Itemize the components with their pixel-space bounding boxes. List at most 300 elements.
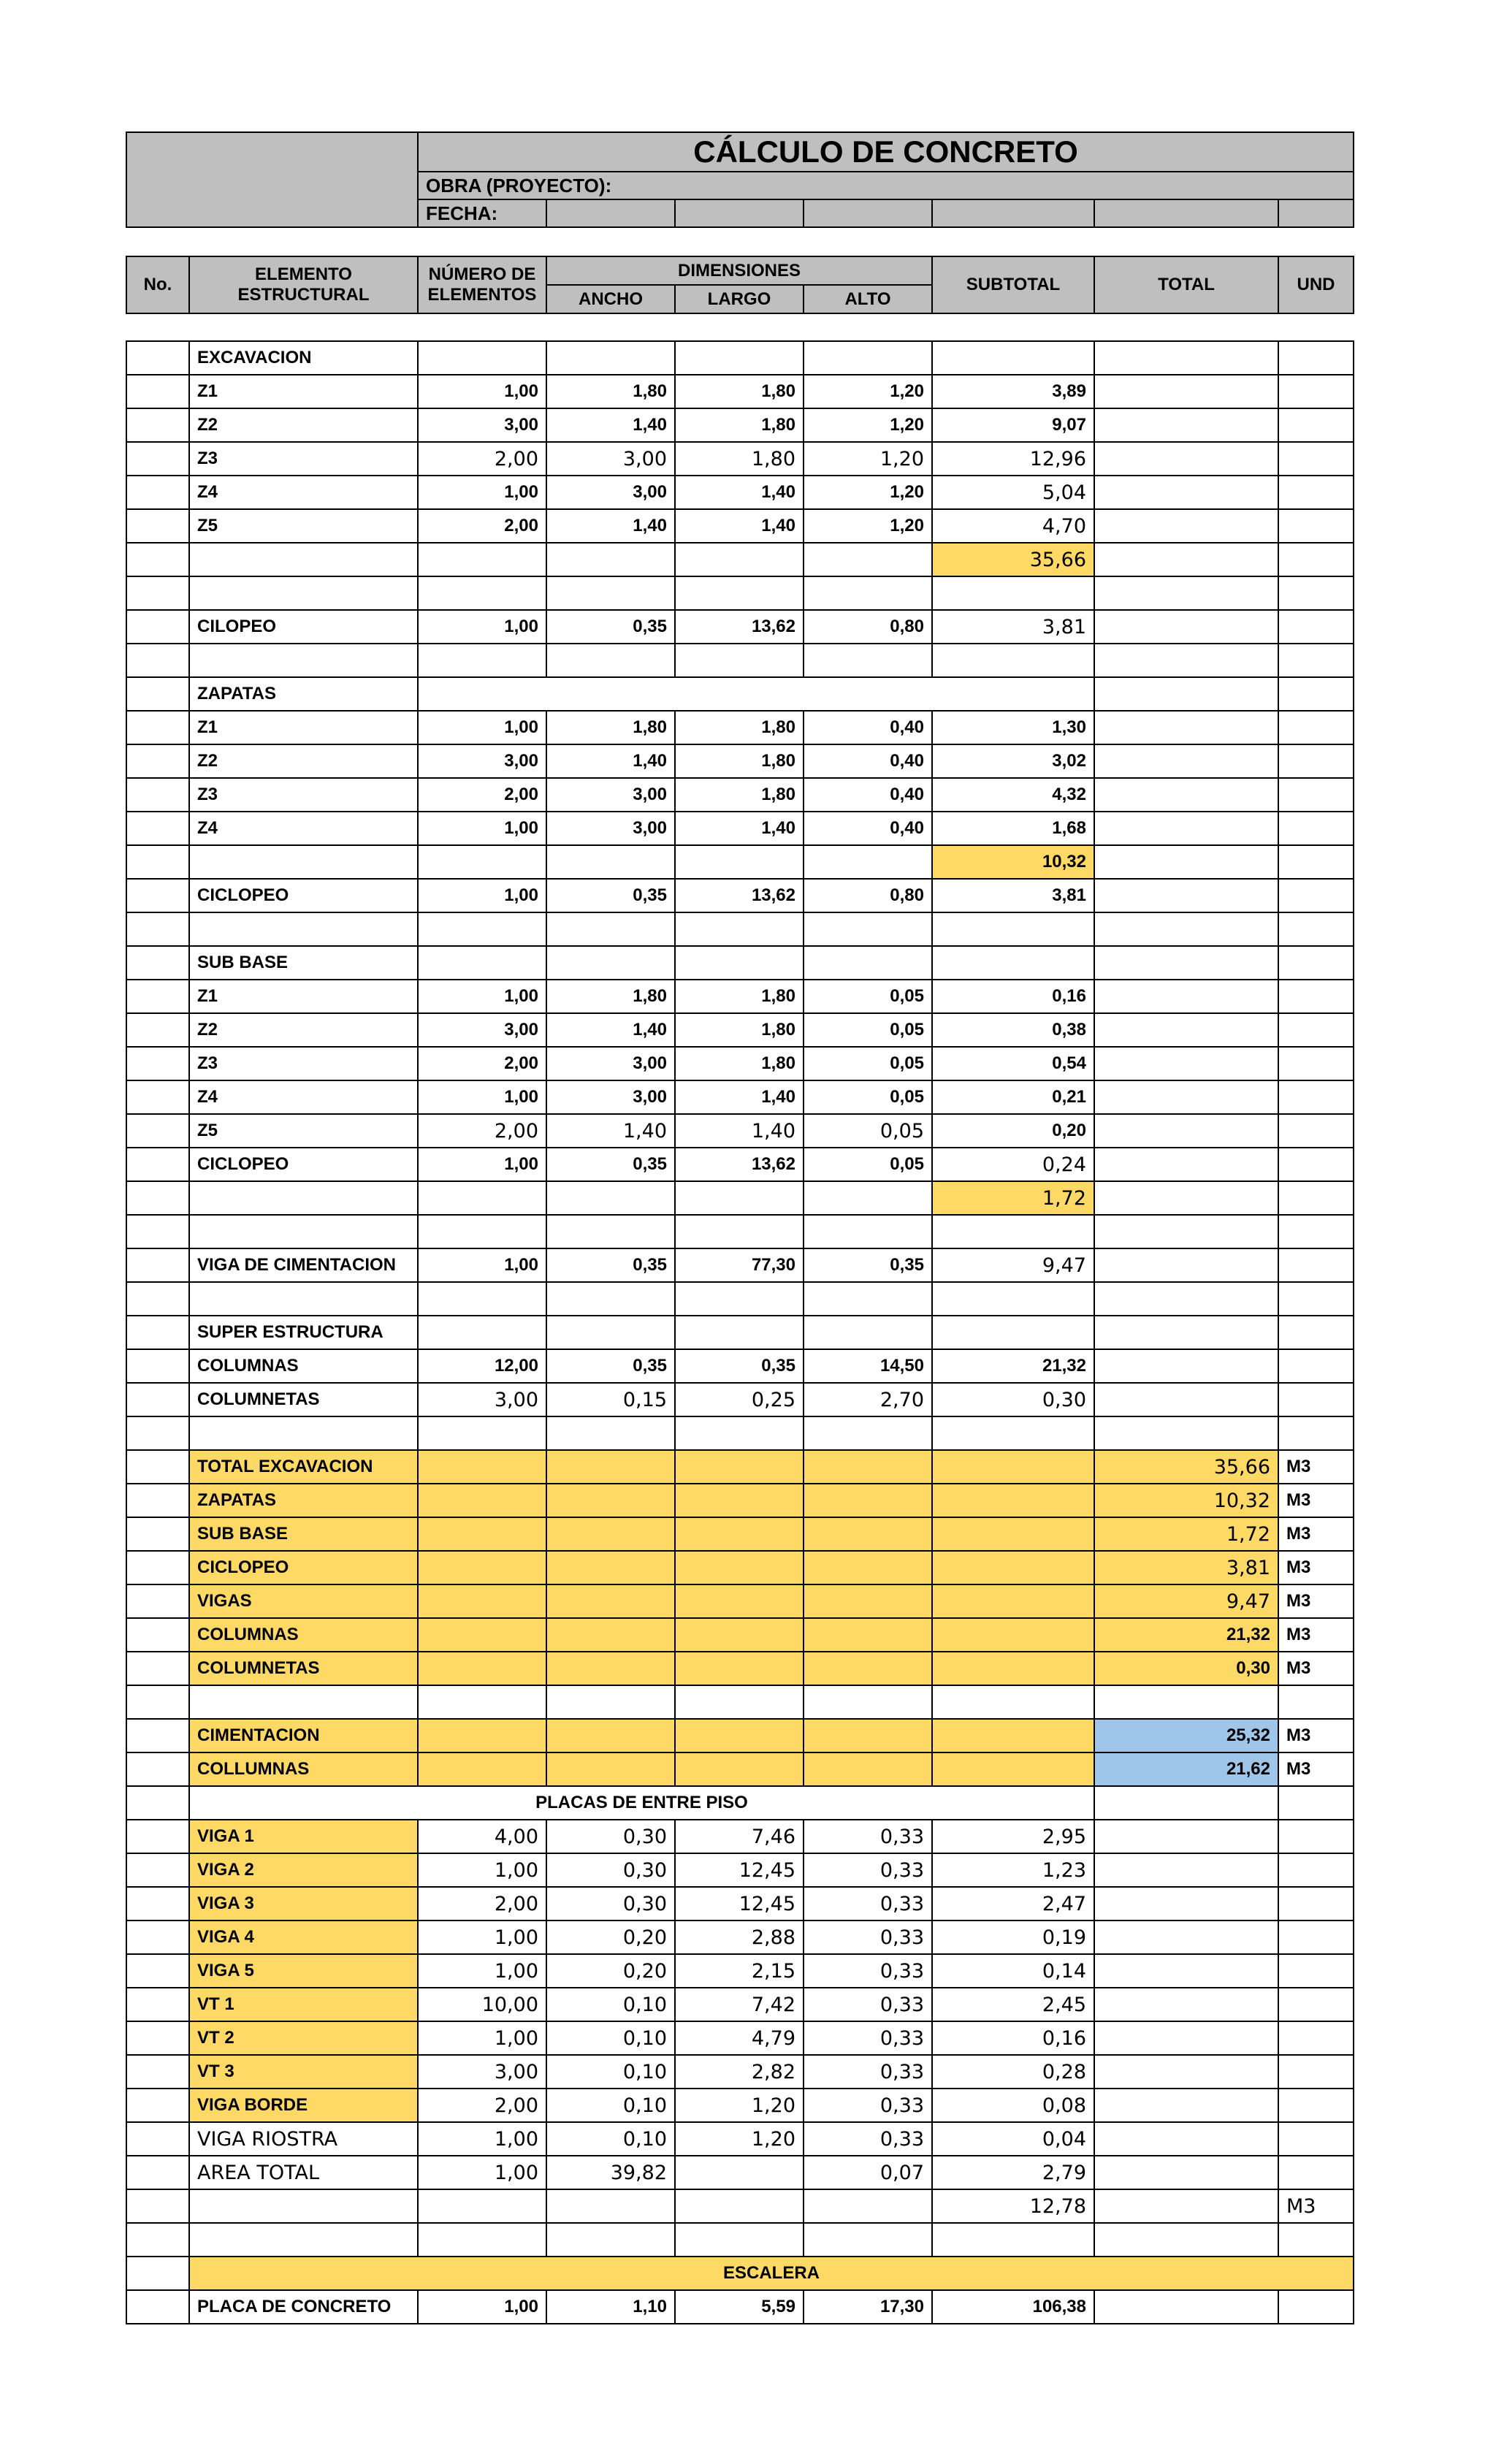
- empty-cell[interactable]: [418, 1517, 546, 1551]
- total-cell[interactable]: [1094, 2156, 1278, 2189]
- empty-cell[interactable]: [675, 2189, 804, 2223]
- element-name[interactable]: VIGA 1: [189, 1820, 418, 1853]
- value-subtotal[interactable]: 106,38: [932, 2290, 1094, 2324]
- value-ancho[interactable]: 0,10: [546, 2089, 675, 2122]
- value-n[interactable]: 1,00: [418, 1148, 546, 1181]
- value-n[interactable]: 1,00: [418, 2122, 546, 2156]
- row-no[interactable]: [126, 1450, 189, 1484]
- row-no[interactable]: [126, 2257, 189, 2290]
- element-name[interactable]: Z3: [189, 778, 418, 812]
- unit-cell[interactable]: [1278, 1786, 1354, 1820]
- row-no[interactable]: [126, 1820, 189, 1853]
- empty-cell[interactable]: [1094, 946, 1278, 980]
- row-no[interactable]: [126, 1114, 189, 1148]
- empty-cell[interactable]: [189, 1416, 418, 1450]
- element-name[interactable]: Z3: [189, 1047, 418, 1080]
- empty-cell[interactable]: [675, 1181, 804, 1215]
- unit-cell[interactable]: [1278, 1820, 1354, 1853]
- value-alto[interactable]: 0,33: [804, 1887, 932, 1921]
- value-n[interactable]: 1,00: [418, 1248, 546, 1282]
- section-sum[interactable]: 35,66: [932, 543, 1094, 576]
- value-subtotal[interactable]: 1,68: [932, 812, 1094, 845]
- value-alto[interactable]: 0,35: [804, 1248, 932, 1282]
- empty-cell[interactable]: [418, 576, 546, 610]
- empty-cell[interactable]: [189, 2189, 418, 2223]
- empty-cell[interactable]: [1094, 2223, 1278, 2257]
- empty-cell[interactable]: [804, 576, 932, 610]
- value-largo[interactable]: 5,59: [675, 2290, 804, 2324]
- empty-cell[interactable]: [932, 341, 1094, 375]
- value-alto[interactable]: 0,33: [804, 2089, 932, 2122]
- value-ancho[interactable]: 0,30: [546, 1853, 675, 1887]
- total-value[interactable]: 0,30: [1094, 1652, 1278, 1685]
- empty-cell[interactable]: [418, 2223, 546, 2257]
- row-no[interactable]: [126, 2021, 189, 2055]
- empty-cell[interactable]: [804, 845, 932, 879]
- section-title[interactable]: SUB BASE: [189, 946, 418, 980]
- empty-cell[interactable]: [675, 1416, 804, 1450]
- empty-cell[interactable]: [126, 2189, 189, 2223]
- element-name[interactable]: VIGA RIOSTRA: [189, 2122, 418, 2156]
- empty-cell[interactable]: [1278, 1685, 1354, 1719]
- row-no[interactable]: [126, 509, 189, 543]
- empty-cell[interactable]: [546, 1551, 675, 1584]
- empty-cell[interactable]: [804, 1316, 932, 1349]
- value-subtotal[interactable]: 0,54: [932, 1047, 1094, 1080]
- empty-cell[interactable]: [126, 644, 189, 677]
- empty-cell[interactable]: [675, 576, 804, 610]
- value-alto[interactable]: 0,40: [804, 711, 932, 744]
- value-largo[interactable]: 1,80: [675, 375, 804, 408]
- date-cell[interactable]: [546, 199, 675, 227]
- unit-cell[interactable]: [1278, 2290, 1354, 2324]
- unit-cell[interactable]: [1278, 2055, 1354, 2089]
- empty-cell[interactable]: [546, 1584, 675, 1618]
- value-alto[interactable]: 0,33: [804, 2122, 932, 2156]
- empty-cell[interactable]: [675, 1282, 804, 1316]
- unit-cell[interactable]: [1278, 1921, 1354, 1954]
- value-ancho[interactable]: 3,00: [546, 778, 675, 812]
- row-no[interactable]: [126, 610, 189, 644]
- total-cell[interactable]: [1094, 711, 1278, 744]
- value-n[interactable]: 2,00: [418, 509, 546, 543]
- value-alto[interactable]: 0,05: [804, 1114, 932, 1148]
- row-no[interactable]: [126, 2089, 189, 2122]
- grand-name[interactable]: COLLUMNAS: [189, 1752, 418, 1786]
- empty-cell[interactable]: [546, 845, 675, 879]
- empty-cell[interactable]: [189, 1282, 418, 1316]
- empty-cell[interactable]: [804, 1752, 932, 1786]
- element-name[interactable]: Z1: [189, 980, 418, 1013]
- value-ancho[interactable]: 1,80: [546, 980, 675, 1013]
- row-no[interactable]: [126, 2156, 189, 2189]
- empty-cell[interactable]: [1278, 2223, 1354, 2257]
- total-cell[interactable]: [1094, 1887, 1278, 1921]
- value-largo[interactable]: 4,79: [675, 2021, 804, 2055]
- total-cell[interactable]: [1094, 2089, 1278, 2122]
- value-subtotal[interactable]: 0,16: [932, 980, 1094, 1013]
- empty-cell[interactable]: [418, 1652, 546, 1685]
- empty-cell[interactable]: [546, 1484, 675, 1517]
- empty-cell[interactable]: [418, 1416, 546, 1450]
- empty-cell[interactable]: [418, 543, 546, 576]
- empty-cell[interactable]: [1278, 912, 1354, 946]
- total-cell[interactable]: [1094, 2021, 1278, 2055]
- empty-cell[interactable]: [675, 1517, 804, 1551]
- empty-cell[interactable]: [418, 912, 546, 946]
- unit-cell[interactable]: [1278, 980, 1354, 1013]
- empty-cell[interactable]: [1094, 1416, 1278, 1450]
- empty-cell[interactable]: [675, 644, 804, 677]
- empty-cell[interactable]: [932, 1752, 1094, 1786]
- unit-cell[interactable]: [1278, 879, 1354, 912]
- empty-cell[interactable]: [675, 912, 804, 946]
- value-alto[interactable]: 0,40: [804, 744, 932, 778]
- element-name[interactable]: COLUMNAS: [189, 1349, 418, 1383]
- value-n[interactable]: 1,00: [418, 1853, 546, 1887]
- total-value[interactable]: 21,32: [1094, 1618, 1278, 1652]
- value-ancho[interactable]: 0,15: [546, 1383, 675, 1416]
- element-name[interactable]: COLUMNETAS: [189, 1383, 418, 1416]
- value-alto[interactable]: 1,20: [804, 476, 932, 509]
- row-no[interactable]: [126, 980, 189, 1013]
- empty-cell[interactable]: [804, 1618, 932, 1652]
- total-cell[interactable]: [1094, 845, 1278, 879]
- value-ancho[interactable]: 0,35: [546, 1148, 675, 1181]
- empty-cell[interactable]: [675, 1618, 804, 1652]
- value-alto[interactable]: 0,33: [804, 2055, 932, 2089]
- total-name[interactable]: VIGAS: [189, 1584, 418, 1618]
- value-n[interactable]: 1,00: [418, 2290, 546, 2324]
- empty-cell[interactable]: [418, 1215, 546, 1248]
- empty-cell[interactable]: [675, 1719, 804, 1752]
- element-name[interactable]: Z2: [189, 1013, 418, 1047]
- empty-cell[interactable]: [418, 946, 546, 980]
- value-alto[interactable]: 17,30: [804, 2290, 932, 2324]
- value-ancho[interactable]: 1,40: [546, 1114, 675, 1148]
- date-cell[interactable]: [804, 199, 932, 227]
- date-cell[interactable]: [675, 199, 804, 227]
- value-ancho[interactable]: 1,40: [546, 408, 675, 442]
- value-ancho[interactable]: 3,00: [546, 1080, 675, 1114]
- unit-cell[interactable]: M3: [1278, 2189, 1354, 2223]
- empty-cell[interactable]: [546, 1685, 675, 1719]
- element-name[interactable]: VIGA 4: [189, 1921, 418, 1954]
- section-title[interactable]: ESCALERA: [189, 2257, 1354, 2290]
- total-cell[interactable]: [1094, 879, 1278, 912]
- value-n[interactable]: 1,00: [418, 1921, 546, 1954]
- element-name[interactable]: VIGA 2: [189, 1853, 418, 1887]
- empty-cell[interactable]: [546, 2189, 675, 2223]
- unit-cell[interactable]: [1278, 845, 1354, 879]
- element-name[interactable]: Z5: [189, 509, 418, 543]
- total-cell[interactable]: [1094, 744, 1278, 778]
- grand-value[interactable]: 21,62: [1094, 1752, 1278, 1786]
- row-no[interactable]: [126, 1652, 189, 1685]
- empty-cell[interactable]: [189, 543, 418, 576]
- value-largo[interactable]: 1,40: [675, 1114, 804, 1148]
- total-cell[interactable]: [1094, 2055, 1278, 2089]
- section-sum[interactable]: 12,78: [932, 2189, 1094, 2223]
- value-alto[interactable]: 2,70: [804, 1383, 932, 1416]
- value-ancho[interactable]: 1,40: [546, 509, 675, 543]
- value-alto[interactable]: 0,33: [804, 1954, 932, 1988]
- empty-cell[interactable]: [804, 912, 932, 946]
- empty-cell[interactable]: [418, 1450, 546, 1484]
- empty-cell[interactable]: [546, 1316, 675, 1349]
- value-n[interactable]: 2,00: [418, 1887, 546, 1921]
- value-subtotal[interactable]: 2,47: [932, 1887, 1094, 1921]
- date-cell[interactable]: [1094, 199, 1278, 227]
- unit-cell[interactable]: M3: [1278, 1484, 1354, 1517]
- total-cell[interactable]: [1094, 677, 1278, 711]
- total-cell[interactable]: [1094, 1047, 1278, 1080]
- total-cell[interactable]: [1094, 1853, 1278, 1887]
- value-alto[interactable]: 0,33: [804, 1820, 932, 1853]
- value-subtotal[interactable]: 0,08: [932, 2089, 1094, 2122]
- empty-cell[interactable]: [1278, 644, 1354, 677]
- value-alto[interactable]: 0,33: [804, 1921, 932, 1954]
- empty-cell[interactable]: [546, 1215, 675, 1248]
- empty-cell[interactable]: [932, 946, 1094, 980]
- value-n[interactable]: 3,00: [418, 1383, 546, 1416]
- value-subtotal[interactable]: 0,28: [932, 2055, 1094, 2089]
- value-largo[interactable]: 1,40: [675, 509, 804, 543]
- empty-cell[interactable]: [932, 1618, 1094, 1652]
- empty-cell[interactable]: [546, 912, 675, 946]
- value-largo[interactable]: 1,80: [675, 980, 804, 1013]
- empty-cell[interactable]: [804, 1652, 932, 1685]
- total-cell[interactable]: [1094, 476, 1278, 509]
- unit-cell[interactable]: [1278, 1013, 1354, 1047]
- element-name[interactable]: Z2: [189, 408, 418, 442]
- empty-cell[interactable]: [932, 1551, 1094, 1584]
- empty-cell[interactable]: [675, 1685, 804, 1719]
- empty-cell[interactable]: [418, 1181, 546, 1215]
- row-no[interactable]: [126, 1551, 189, 1584]
- empty-cell[interactable]: [675, 946, 804, 980]
- value-n[interactable]: 10,00: [418, 1988, 546, 2021]
- total-cell[interactable]: [1094, 1988, 1278, 2021]
- row-no[interactable]: [126, 1752, 189, 1786]
- empty-cell[interactable]: [1278, 1416, 1354, 1450]
- empty-cell[interactable]: [126, 1282, 189, 1316]
- value-n[interactable]: 1,00: [418, 2021, 546, 2055]
- total-value[interactable]: 1,72: [1094, 1517, 1278, 1551]
- value-alto[interactable]: 1,20: [804, 408, 932, 442]
- value-alto[interactable]: 0,40: [804, 778, 932, 812]
- element-name[interactable]: VT 2: [189, 2021, 418, 2055]
- value-n[interactable]: 3,00: [418, 2055, 546, 2089]
- value-subtotal[interactable]: 0,30: [932, 1383, 1094, 1416]
- empty-cell[interactable]: [675, 1584, 804, 1618]
- value-n[interactable]: 3,00: [418, 408, 546, 442]
- element-name[interactable]: Z1: [189, 375, 418, 408]
- value-largo[interactable]: 1,40: [675, 812, 804, 845]
- empty-cell[interactable]: [804, 1282, 932, 1316]
- empty-cell[interactable]: [418, 1551, 546, 1584]
- element-name[interactable]: VIGA DE CIMENTACION: [189, 1248, 418, 1282]
- empty-cell[interactable]: [189, 1215, 418, 1248]
- empty-cell[interactable]: [418, 1282, 546, 1316]
- total-name[interactable]: TOTAL EXCAVACION: [189, 1450, 418, 1484]
- unit-cell[interactable]: M3: [1278, 1584, 1354, 1618]
- empty-cell[interactable]: [932, 1450, 1094, 1484]
- element-name[interactable]: CICLOPEO: [189, 879, 418, 912]
- row-no[interactable]: [126, 1584, 189, 1618]
- empty-cell[interactable]: [675, 341, 804, 375]
- empty-cell[interactable]: [546, 644, 675, 677]
- row-no[interactable]: [126, 1887, 189, 1921]
- unit-cell[interactable]: [1278, 2156, 1354, 2189]
- empty-cell[interactable]: [418, 1752, 546, 1786]
- unit-cell[interactable]: [1278, 2089, 1354, 2122]
- empty-cell[interactable]: [1094, 644, 1278, 677]
- row-no[interactable]: [126, 778, 189, 812]
- empty-cell[interactable]: [418, 2189, 546, 2223]
- total-cell[interactable]: [1094, 2189, 1278, 2223]
- unit-cell[interactable]: [1278, 408, 1354, 442]
- value-ancho[interactable]: 1,10: [546, 2290, 675, 2324]
- empty-cell[interactable]: [418, 644, 546, 677]
- value-n[interactable]: 3,00: [418, 1013, 546, 1047]
- empty-cell[interactable]: [804, 1215, 932, 1248]
- empty-cell[interactable]: [546, 1652, 675, 1685]
- value-largo[interactable]: 1,80: [675, 408, 804, 442]
- value-largo[interactable]: 77,30: [675, 1248, 804, 1282]
- unit-cell[interactable]: M3: [1278, 1450, 1354, 1484]
- element-name[interactable]: Z3: [189, 442, 418, 476]
- row-no[interactable]: [126, 1484, 189, 1517]
- total-cell[interactable]: [1094, 1820, 1278, 1853]
- value-subtotal[interactable]: 2,79: [932, 2156, 1094, 2189]
- empty-cell[interactable]: [675, 845, 804, 879]
- row-no[interactable]: [126, 1080, 189, 1114]
- value-subtotal[interactable]: 3,81: [932, 610, 1094, 644]
- row-no[interactable]: [126, 1988, 189, 2021]
- value-largo[interactable]: 1,80: [675, 744, 804, 778]
- unit-cell[interactable]: [1278, 677, 1354, 711]
- total-cell[interactable]: [1094, 2290, 1278, 2324]
- value-largo[interactable]: 1,80: [675, 1047, 804, 1080]
- row-no[interactable]: [126, 1517, 189, 1551]
- empty-cell[interactable]: [189, 845, 418, 879]
- row-no[interactable]: [126, 375, 189, 408]
- empty-cell[interactable]: [418, 341, 546, 375]
- empty-cell[interactable]: [546, 1181, 675, 1215]
- empty-cell[interactable]: [804, 1551, 932, 1584]
- value-subtotal[interactable]: 1,23: [932, 1853, 1094, 1887]
- empty-cell[interactable]: [675, 1215, 804, 1248]
- value-ancho[interactable]: 0,20: [546, 1921, 675, 1954]
- unit-cell[interactable]: [1278, 778, 1354, 812]
- row-no[interactable]: [126, 1618, 189, 1652]
- empty-cell[interactable]: [189, 2223, 418, 2257]
- empty-cell[interactable]: [546, 543, 675, 576]
- value-subtotal[interactable]: 0,38: [932, 1013, 1094, 1047]
- value-largo[interactable]: 2,82: [675, 2055, 804, 2089]
- value-ancho[interactable]: 1,40: [546, 1013, 675, 1047]
- unit-cell[interactable]: [1278, 476, 1354, 509]
- empty-cell[interactable]: [675, 1551, 804, 1584]
- unit-cell[interactable]: [1278, 442, 1354, 476]
- unit-cell[interactable]: M3: [1278, 1517, 1354, 1551]
- value-alto[interactable]: 0,05: [804, 1013, 932, 1047]
- value-alto[interactable]: 0,05: [804, 1148, 932, 1181]
- total-cell[interactable]: [1094, 509, 1278, 543]
- unit-cell[interactable]: M3: [1278, 1652, 1354, 1685]
- empty-cell[interactable]: [675, 2223, 804, 2257]
- value-ancho[interactable]: 0,35: [546, 879, 675, 912]
- unit-cell[interactable]: [1278, 2021, 1354, 2055]
- total-cell[interactable]: [1094, 610, 1278, 644]
- row-no[interactable]: [126, 1383, 189, 1416]
- empty-cell[interactable]: [1278, 1215, 1354, 1248]
- row-no[interactable]: [126, 812, 189, 845]
- value-n[interactable]: 12,00: [418, 1349, 546, 1383]
- value-largo[interactable]: 7,42: [675, 1988, 804, 2021]
- unit-cell[interactable]: [1278, 2122, 1354, 2156]
- empty-cell[interactable]: [804, 2223, 932, 2257]
- row-no[interactable]: [126, 442, 189, 476]
- section-title[interactable]: ZAPATAS: [189, 677, 418, 711]
- empty-cell[interactable]: [675, 1450, 804, 1484]
- value-ancho[interactable]: 1,80: [546, 375, 675, 408]
- row-no[interactable]: [126, 408, 189, 442]
- empty-cell[interactable]: [546, 1517, 675, 1551]
- empty-cell[interactable]: [189, 644, 418, 677]
- empty-cell[interactable]: [1094, 1282, 1278, 1316]
- row-no[interactable]: [126, 2122, 189, 2156]
- value-subtotal[interactable]: 0,19: [932, 1921, 1094, 1954]
- element-name[interactable]: Z4: [189, 812, 418, 845]
- row-no[interactable]: [126, 1853, 189, 1887]
- unit-cell[interactable]: M3: [1278, 1618, 1354, 1652]
- unit-cell[interactable]: [1278, 1988, 1354, 2021]
- empty-cell[interactable]: [418, 845, 546, 879]
- total-cell[interactable]: [1094, 1013, 1278, 1047]
- empty-cell[interactable]: [1278, 1316, 1354, 1349]
- empty-cell[interactable]: [1094, 1685, 1278, 1719]
- empty-cell[interactable]: [804, 1181, 932, 1215]
- empty-cell[interactable]: [546, 576, 675, 610]
- unit-cell[interactable]: [1278, 812, 1354, 845]
- empty-cell[interactable]: [932, 1685, 1094, 1719]
- unit-cell[interactable]: [1278, 711, 1354, 744]
- empty-cell[interactable]: [932, 1316, 1094, 1349]
- empty-cell[interactable]: [1094, 576, 1278, 610]
- empty-cell[interactable]: [546, 1752, 675, 1786]
- total-cell[interactable]: [1094, 375, 1278, 408]
- empty-cell[interactable]: [418, 1584, 546, 1618]
- value-ancho[interactable]: 0,10: [546, 2122, 675, 2156]
- empty-cell[interactable]: [932, 1282, 1094, 1316]
- value-subtotal[interactable]: 4,32: [932, 778, 1094, 812]
- row-no[interactable]: [126, 879, 189, 912]
- value-subtotal[interactable]: 9,07: [932, 408, 1094, 442]
- empty-cell[interactable]: [804, 946, 932, 980]
- value-subtotal[interactable]: 0,24: [932, 1148, 1094, 1181]
- empty-cell[interactable]: [932, 644, 1094, 677]
- empty-cell[interactable]: [804, 1416, 932, 1450]
- total-name[interactable]: COLUMNETAS: [189, 1652, 418, 1685]
- value-subtotal[interactable]: 0,16: [932, 2021, 1094, 2055]
- value-largo[interactable]: 0,25: [675, 1383, 804, 1416]
- row-no[interactable]: [126, 1316, 189, 1349]
- unit-cell[interactable]: [1278, 610, 1354, 644]
- element-name[interactable]: Z5: [189, 1114, 418, 1148]
- unit-cell[interactable]: [1278, 1887, 1354, 1921]
